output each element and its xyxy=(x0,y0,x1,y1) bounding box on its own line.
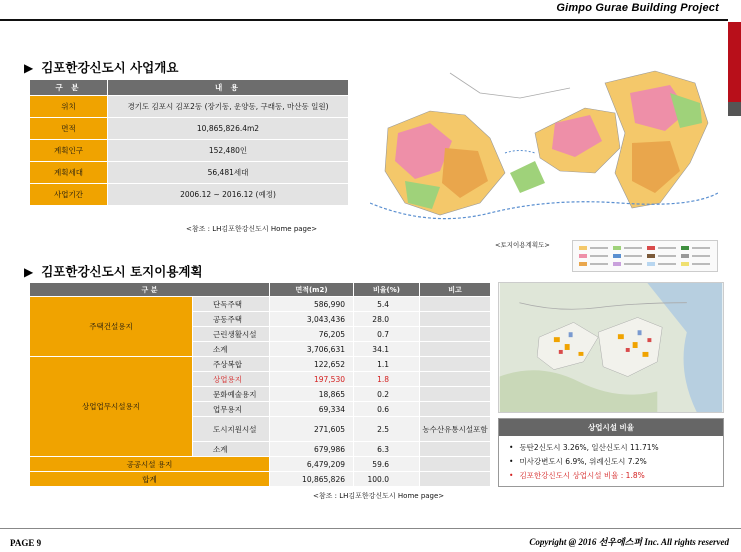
overview-source-note: <참조 : LH김포한강신도시 Home page> xyxy=(186,225,318,233)
landuse-ratio: 59.6 xyxy=(354,457,420,472)
map-legend xyxy=(572,240,718,272)
page-number: PAGE 9 xyxy=(10,538,42,548)
table-row xyxy=(30,162,349,184)
landuse-ratio: 0.6 xyxy=(354,402,420,417)
landuse-remark xyxy=(420,357,491,372)
landuse-total-name: 합계 xyxy=(30,472,270,487)
landuse-sub: 문화예술용지 xyxy=(193,387,270,402)
land-use-map-image xyxy=(370,53,718,235)
table-row xyxy=(30,96,349,118)
commercial-ratio-text: 동탄2신도시 3.26%, 일산신도시 11.71% xyxy=(519,443,659,452)
landuse-ratio: 0.2 xyxy=(354,387,420,402)
landuse-area: 76,205 xyxy=(270,327,354,342)
landuse-sub: 소계 xyxy=(193,342,270,357)
commercial-ratio-text: 미사강변도시 6.9%, 위례신도시 7.2% xyxy=(519,457,647,466)
triangle-bullet-icon: ▶ xyxy=(24,265,34,279)
overview-table xyxy=(29,79,349,206)
bullet-icon: • xyxy=(509,457,514,466)
landuse-remark xyxy=(420,387,491,402)
landuse-group-name: 주택건설용지 xyxy=(30,297,193,357)
triangle-bullet-icon: ▶ xyxy=(24,61,34,75)
landuse-area: 122,652 xyxy=(270,357,354,372)
overview-key: 계획인구 xyxy=(30,140,108,162)
landuse-ratio: 2.5 xyxy=(354,417,420,442)
landuse-ratio: 0.7 xyxy=(354,327,420,342)
landuse-area: 197,530 xyxy=(270,372,354,387)
table-row xyxy=(30,357,491,372)
overview-value: 152,480인 xyxy=(108,140,349,162)
landuse-ratio: 6.3 xyxy=(354,442,420,457)
landuse-sub: 상업용지 xyxy=(193,372,270,387)
landuse-ratio: 28.0 xyxy=(354,312,420,327)
landuse-remark xyxy=(420,457,491,472)
commercial-ratio-item-highlight xyxy=(499,470,723,481)
landuse-sub: 근린생활시설 xyxy=(193,327,270,342)
side-accent-bar xyxy=(728,22,741,102)
commercial-ratio-item xyxy=(499,442,723,453)
overview-value: 56,481세대 xyxy=(108,162,349,184)
landuse-remark xyxy=(420,342,491,357)
table-row xyxy=(30,118,349,140)
bullet-icon: • xyxy=(509,471,514,480)
overview-col-value: 내 용 xyxy=(108,80,349,96)
overview-key: 계획세대 xyxy=(30,162,108,184)
commercial-ratio-title: 상업시설 비율 xyxy=(499,419,723,436)
overview-value: 경기도 김포시 김포2동 (장기동, 운양동, 구래동, 마산동 일원) xyxy=(108,96,349,118)
landuse-public-name: 공공시설 용지 xyxy=(30,457,270,472)
landuse-remark xyxy=(420,297,491,312)
table-row xyxy=(30,297,491,312)
landuse-sub: 업무용지 xyxy=(193,402,270,417)
landuse-remark xyxy=(420,442,491,457)
landuse-sub: 도시지원시설 xyxy=(193,417,270,442)
landuse-area: 3,706,631 xyxy=(270,342,354,357)
landuse-area: 271,605 xyxy=(270,417,354,442)
landuse-remark xyxy=(420,372,491,387)
landuse-remark xyxy=(420,327,491,342)
landuse-col-remark: 비고 xyxy=(420,283,491,297)
landuse-area: 3,043,436 xyxy=(270,312,354,327)
table-row xyxy=(30,457,491,472)
landuse-area: 18,865 xyxy=(270,387,354,402)
table-row xyxy=(30,140,349,162)
landuse-group-name: 상업업무시설용지 xyxy=(30,357,193,457)
commercial-ratio-item xyxy=(499,456,723,467)
landuse-sub: 공동주택 xyxy=(193,312,270,327)
land-use-map-caption: <토지이용계획도> xyxy=(495,241,550,249)
landuse-source-note: <참조 : LH김포한강신도시 Home page> xyxy=(313,492,445,500)
landuse-sub: 단독주택 xyxy=(193,297,270,312)
landuse-remark: 농수산유통시설포함 xyxy=(420,417,491,442)
footer-rule xyxy=(0,528,741,529)
overview-key: 위치 xyxy=(30,96,108,118)
landuse-col-category: 구 분 xyxy=(30,283,270,297)
landuse-col-ratio: 비율(%) xyxy=(354,283,420,297)
overview-col-key: 구 분 xyxy=(30,80,108,96)
landuse-section-title xyxy=(24,262,203,280)
landuse-remark xyxy=(420,472,491,487)
table-row xyxy=(30,472,491,487)
landuse-ratio: 1.1 xyxy=(354,357,420,372)
landuse-ratio: 100.0 xyxy=(354,472,420,487)
landuse-area: 6,479,209 xyxy=(270,457,354,472)
landuse-area: 679,986 xyxy=(270,442,354,457)
landuse-area: 586,990 xyxy=(270,297,354,312)
landuse-col-area: 면적(m2) xyxy=(270,283,354,297)
map-legend-swatches xyxy=(573,241,719,273)
commercial-ratio-box xyxy=(498,418,724,487)
landuse-ratio: 34.1 xyxy=(354,342,420,357)
landuse-sub: 소계 xyxy=(193,442,270,457)
landuse-ratio: 5.4 xyxy=(354,297,420,312)
overview-title-text: 김포한강신도시 사업개요 xyxy=(41,60,179,75)
landuse-remark xyxy=(420,312,491,327)
copyright-text: Copyright @ 2016 선우에스퍼 Inc. All rights reserved xyxy=(529,537,729,547)
landuse-sub: 주상복합 xyxy=(193,357,270,372)
overview-value: 10,865,826.4m2 xyxy=(108,118,349,140)
bullet-icon: • xyxy=(509,443,514,452)
project-title: Gimpo Gurae Building Project xyxy=(556,2,719,14)
landuse-area: 69,334 xyxy=(270,402,354,417)
landuse-title-text: 김포한강신도시 토지이용계획 xyxy=(41,264,203,279)
landuse-table xyxy=(29,282,491,487)
overview-value: 2006.12 ~ 2016.12 (예정) xyxy=(108,184,349,206)
overview-key: 면적 xyxy=(30,118,108,140)
landuse-ratio: 1.8 xyxy=(354,372,420,387)
commercial-ratio-text: 김포한강신도시 상업시설 비율 : 1.8% xyxy=(519,471,645,480)
landuse-remark xyxy=(420,402,491,417)
side-accent-bar-dark xyxy=(728,102,741,116)
landuse-area: 10,865,826 xyxy=(270,472,354,487)
overview-section-title xyxy=(24,58,178,76)
header-rule xyxy=(0,19,728,21)
aerial-site-map-image xyxy=(498,282,724,413)
overview-key: 사업기간 xyxy=(30,184,108,206)
table-row xyxy=(30,184,349,206)
